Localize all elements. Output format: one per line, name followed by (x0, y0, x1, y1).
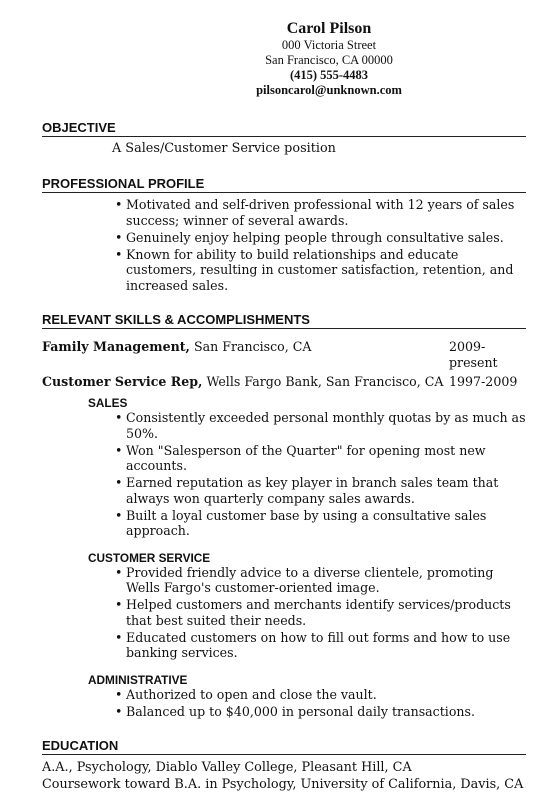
job-dates: 1997-2009 (449, 374, 518, 389)
job-dates: 2009-present (449, 339, 498, 370)
list-item: • Known for ability to build relationships and educate customers, resulting in customer satisfaction, retention, and increased sales. (126, 247, 526, 294)
city-address: San Francisco, CA 00000 (265, 53, 393, 67)
job-place: Wells Fargo Bank, San Francisco, CA (202, 374, 444, 389)
education-section (42, 739, 526, 793)
list-item: • Provided friendly advice to a diverse clientele, promoting Wells Fargo's customer-oriented image. (126, 565, 526, 596)
customer-service-subsection (42, 551, 526, 661)
list-item: • Motivated and self-driven professional with 12 years of sales success; winner of several awards. (126, 197, 526, 228)
job-heading (42, 339, 312, 371)
list-item: • Authorized to open and close the vault. (126, 687, 526, 703)
job-title: Family Management, (42, 339, 190, 354)
candidate-name: Carol Pilson (286, 20, 372, 37)
education-line: Coursework toward B.A. in Psychology, University of California, Davis, CA (42, 777, 524, 792)
administrative-list (126, 687, 526, 720)
section-title: OBJECTIVE (42, 121, 526, 137)
list-item: • Earned reputation as key player in branch sales team that always won quarterly company sales awards. (126, 475, 526, 506)
section-title: RELEVANT SKILLS & ACCOMPLISHMENTS (42, 313, 526, 329)
administrative-subsection (42, 673, 526, 720)
list-item: • Built a loyal customer base by using a consultative sales approach. (126, 508, 526, 539)
profile-list (126, 197, 526, 293)
email-address: pilsoncarol@unknown.com (256, 83, 402, 97)
education-line: A.A., Psychology, Diablo Valley College, Pleasant Hill, CA (42, 760, 412, 775)
profile-section (42, 177, 526, 293)
section-title: EDUCATION (42, 739, 526, 755)
skills-section (42, 313, 526, 719)
subsection-title: CUSTOMER SERVICE (88, 550, 211, 565)
phone-number: (415) 555-4483 (289, 68, 369, 82)
subsection-title: ADMINISTRATIVE (88, 672, 188, 687)
job-title: Customer Service Rep, (42, 374, 203, 389)
resume-header (42, 20, 526, 98)
list-item: • Helped customers and merchants identify services/products that best suited their needs. (126, 597, 526, 628)
job-entry (42, 374, 526, 390)
list-item: • Educated customers on how to fill out forms and how to use banking services. (126, 630, 526, 661)
objective-text: A Sales/Customer Service position (112, 141, 336, 156)
job-entry (42, 339, 526, 371)
sales-list (126, 410, 526, 539)
list-item: • Consistently exceeded personal monthly quotas by as much as 50%. (126, 410, 526, 441)
objective-section (42, 121, 526, 157)
job-list (42, 339, 526, 390)
job-heading (42, 374, 443, 390)
street-address: 000 Victoria Street (281, 38, 377, 52)
list-item: • Balanced up to $40,000 in personal daily transactions. (126, 704, 526, 720)
job-place: San Francisco, CA (189, 339, 312, 354)
sales-subsection (42, 396, 526, 539)
subsection-title: SALES (88, 396, 128, 410)
list-item: • Won "Salesperson of the Quarter" for opening most new accounts. (126, 443, 526, 474)
list-item: • Genuinely enjoy helping people through consultative sales. (126, 230, 526, 246)
customer-service-list (126, 565, 526, 661)
section-title: PROFESSIONAL PROFILE (42, 177, 526, 193)
